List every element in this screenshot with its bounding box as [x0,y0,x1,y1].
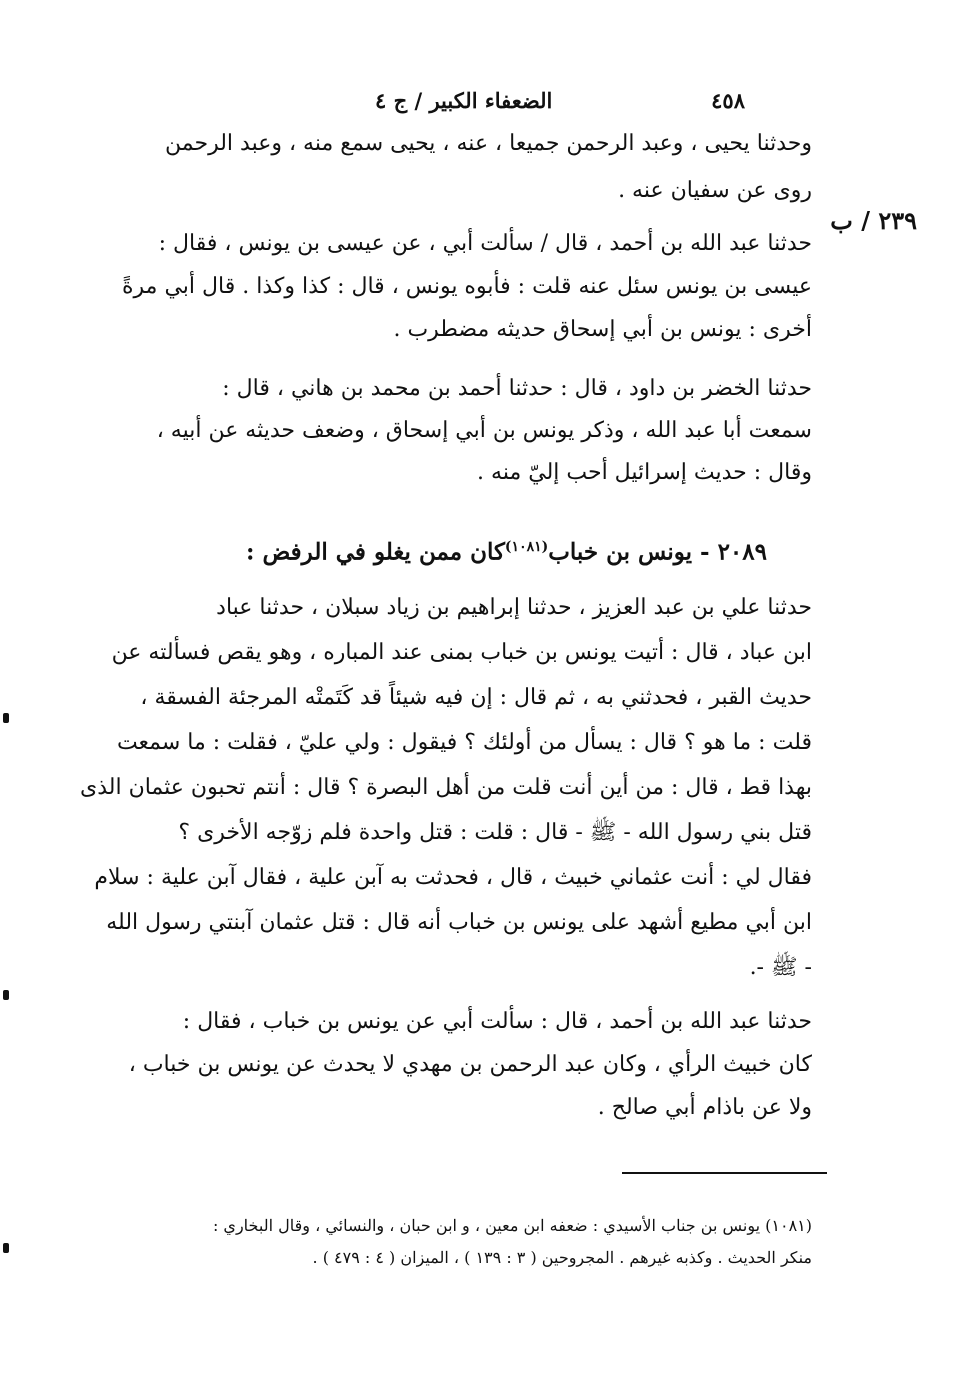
text-line: حدثنا عبد الله بن أحمد ، قال : سألت أبي عن يونس بن خباب ، فقال : [182,1009,812,1034]
entry-heading [187,528,767,572]
entry-name: يونس بن خباب [548,538,692,566]
text-line: وحدثنا يحيى ، وعبد الرحمن جميعا ، عنه ، يحيى سمع منه ، وعبد الرحمن [165,131,812,156]
text-line: روى عن سفيان عنه . [618,178,812,203]
text-line: قلت : ما هو ؟ قال : يسأل من أولئك ؟ فيقول : ولي عليّ ، فقلت : ما سمعت [116,730,812,755]
text-line: ابن أبي مطيع أشهد على يونس بن خباب أنه قال : قتل عثمان آبنتي رسول الله [106,910,812,935]
scan-edge-mark [3,990,9,1000]
paragraph-yunus-ibn-khabbab [80,585,812,990]
footnote-separator [622,1172,827,1174]
entry-dash: - [700,538,710,566]
text-line: أخرى : يونس بن أبي إسحاق حديثه مضطرب . [393,317,812,342]
footnote [132,1210,812,1274]
scan-edge-mark [3,713,9,723]
text-line: قتل بني رسول الله - ﷺ - قال : قلت : قتل واحدة فلم زوّجه الأخرى ؟ [178,820,812,845]
scan-edge-mark [3,1243,9,1253]
footnote-reference: (١٠٨١) [504,539,549,555]
text-line: ابن عباد ، قال : أتيت يونس بن خباب بمنى عند المباره ، وهو يقص فسألته عن [111,640,812,665]
page-header [375,88,745,122]
paragraph-continuation [137,120,812,214]
entry-heading-rest: كان ممن يغلو في الرفض : [246,538,505,566]
text-line: سمعت أبا عبد الله ، وذكر يونس بن أبي إسحاق ، وضعف حديثه عن أبيه ، [156,418,812,443]
footnote-line: (١٠٨١) يونس بن جناب الأسيدي : ضعفه ابن معين ، و ابن حبان ، والنسائي ، وقال البخاري : [212,1216,812,1235]
margin-folio-reference: ٢٣٩ / ب [830,206,917,235]
text-line: ولا عن باذام أبي صالح . [597,1095,812,1120]
text-line: عيسى بن يونس سئل عنه قلت : فأبوه يونس ، قال : كذا وكذا . قال أبي مرةً [122,274,812,299]
text-line: - ﷺ -. [749,955,812,980]
text-line: وقال : حديث إسرائيل أحب إليّ منه . [477,460,812,485]
text-line: حدثنا الخضر بن داود ، قال : حدثنا أحمد بن محمد بن هاني ، قال : [222,376,812,401]
paragraph-abdullah-ibn-ahmad [128,1000,812,1129]
text-line: حديث القبر ، فحدثني به ، ثم قال : إن فيه شيئاً قد كَتَمتْه المرجئة الفسقة ، [140,685,812,710]
paragraph-khadir-ibn-dawud [137,368,812,494]
text-line: بهذا قط ، قال : من أين أنت قلت من أهل البصرة ؟ قال : أنتم تحبون عثمان الذى [80,775,812,800]
text-line: فقال لي : أنت عثماني خبيث ، قال ، فحدثت به آبن علية ، فقال آبن علية : سلام [94,865,812,890]
text-line: كان خبيث الرأي ، وكان عبد الرحمن بن مهدي لا يحدث عن يونس بن خباب ، [128,1052,812,1077]
page-number: ٤٥٨ [711,88,745,113]
entry-number: ٢٠٨٩ [717,538,767,566]
text-line: حدثنا عبد الله بن أحمد ، قال / سألت أبي ، عن عيسى بن يونس ، فقال : [158,231,812,256]
paragraph-isa-ibn-yunus [122,222,812,351]
text-line: حدثنا علي بن عبد العزيز ، حدثنا إبراهيم بن زياد سبلان ، حدثنا عباد [216,595,812,620]
footnote-line: منكر الحديث . وكذبه غيرهم . المجروحين ( ٣ : ١٣٩ ) ، الميزان ( ٤ : ٤٧٩ ) . [312,1248,812,1267]
running-title: الضعفاء الكبير / ج ٤ [375,88,553,113]
